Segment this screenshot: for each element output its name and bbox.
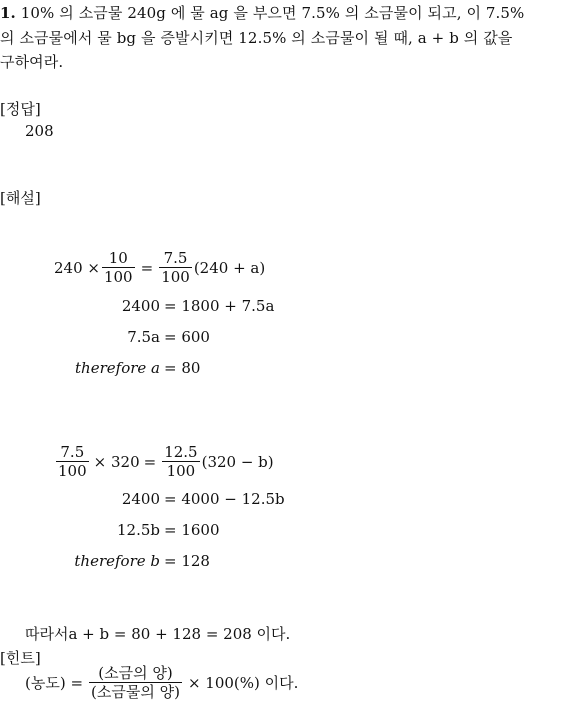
- answer-label: [정답]: [0, 100, 41, 118]
- fraction: [56, 444, 89, 479]
- eq-rhs: = 600: [164, 328, 210, 346]
- eq-term: 240 ×: [54, 258, 100, 277]
- fraction-numerator: 7.5: [60, 443, 85, 461]
- eq-term: (320 − b): [201, 452, 274, 471]
- hint-tail: × 100(%) 이다.: [187, 674, 299, 692]
- fraction: [159, 250, 192, 285]
- solution-eq-1-1: [54, 250, 265, 285]
- problem-line-3: 구하여라.: [0, 53, 64, 71]
- fraction: [89, 665, 182, 700]
- eq-lhs: therefore a: [75, 359, 160, 377]
- eq-term: (240 + a): [193, 258, 266, 277]
- fraction-numerator: 7.5: [163, 249, 188, 267]
- solution-eq-2-3: [0, 521, 220, 539]
- hint-lhs: (농도) =: [25, 674, 84, 692]
- eq-lhs: 12.5b: [116, 521, 160, 539]
- fraction-denominator: (소금물의 양): [91, 683, 180, 701]
- problem-line-1: [0, 2, 524, 23]
- problem-line-2: 의 소금물에서 물 bg 을 증발시키면 12.5% 의 소금물이 될 때, a + b 의 값을: [0, 29, 513, 47]
- solution-eq-2-1: [54, 444, 274, 479]
- eq-lhs: therefore b: [74, 552, 160, 570]
- eq-term: × 320: [93, 452, 140, 471]
- fraction-numerator: 10: [108, 249, 128, 267]
- fraction-denominator: 100: [161, 268, 190, 286]
- solution-eq-1-3: [0, 328, 210, 346]
- fraction-numerator: (소금의 양): [98, 664, 173, 682]
- fraction-denominator: 100: [103, 268, 133, 286]
- problem-text-1: 10% 의 소금물 240g 에 물 ag 을 부으면 7.5% 의 소금물이 되고, 이 7.5%: [20, 4, 525, 22]
- hint-label: [힌트]: [0, 649, 41, 667]
- answer-value: 208: [25, 122, 54, 140]
- solution-eq-2-4: [0, 552, 210, 570]
- hint-formula: [25, 665, 298, 700]
- solution-eq-1-4: [0, 359, 200, 377]
- solution-label: [해설]: [0, 189, 41, 207]
- eq-rhs: = 128: [164, 552, 210, 570]
- eq-rhs: = 1600: [164, 521, 220, 539]
- solution-conclusion: 따라서a + b = 80 + 128 = 208 이다.: [25, 625, 291, 643]
- equals-sign: =: [140, 258, 154, 277]
- solution-eq-1-2: [0, 297, 274, 315]
- eq-lhs: 2400: [121, 297, 160, 315]
- eq-rhs: = 80: [164, 359, 201, 377]
- eq-rhs: = 4000 − 12.5b: [164, 490, 285, 508]
- fraction-numerator: 12.5: [164, 443, 198, 461]
- eq-lhs: 2400: [121, 490, 160, 508]
- solution-eq-2-2: [0, 490, 285, 508]
- fraction-denominator: 100: [162, 461, 199, 479]
- fraction: [102, 250, 135, 285]
- eq-rhs: = 1800 + 7.5a: [164, 297, 275, 315]
- equals-sign: =: [143, 452, 157, 471]
- fraction-denominator: 100: [58, 462, 87, 480]
- problem-number: 1.: [0, 4, 16, 22]
- fraction: [162, 444, 199, 479]
- eq-lhs: 7.5a: [127, 328, 160, 346]
